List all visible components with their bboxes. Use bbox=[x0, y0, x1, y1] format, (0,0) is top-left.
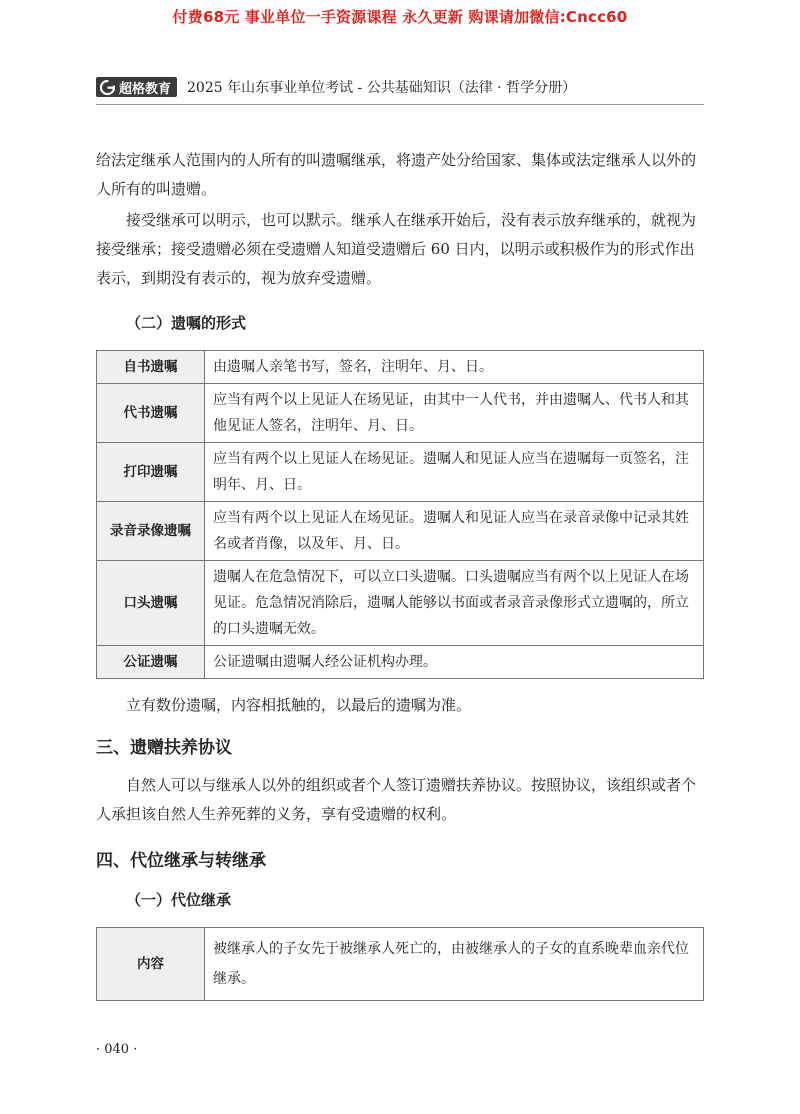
header-divider bbox=[96, 104, 704, 105]
table-row bbox=[97, 646, 704, 679]
row-value: 应当有两个以上见证人在场见证。遗嘱人和见证人应当在录音录像中记录其姓名或者肖像，以及年、月、日。 bbox=[205, 502, 704, 561]
row-key: 口头遗嘱 bbox=[97, 561, 205, 646]
paragraph-will-inheritance: 给法定继承人范围内的人所有的叫遗嘱继承，将遗产处分给国家、集体或法定继承人以外的人所有的叫遗赠。 bbox=[96, 151, 697, 198]
logo-text: 超格教育 bbox=[119, 81, 172, 97]
table-row bbox=[97, 928, 704, 1001]
paragraph-acceptance: 接受继承可以明示，也可以默示。继承人在继承开始后，没有表示放弃继承的，就视为接受继承；接受遗赠必须在受遗赠人知道受遗赠后 60 日内，以明示或积极作为的形式作出表示，到期没有表示的，视为放弃受遗赠。 bbox=[96, 211, 697, 287]
row-key: 代书遗嘱 bbox=[97, 384, 205, 443]
subrogation-table bbox=[96, 927, 704, 1001]
brand-logo bbox=[96, 77, 177, 97]
heading-will-forms: （二）遗嘱的形式 bbox=[126, 314, 247, 332]
paragraph-multiple-wills: 立有数份遗嘱，内容相抵触的，以最后的遗嘱为准。 bbox=[126, 696, 472, 714]
row-value: 应当有两个以上见证人在场见证。遗嘱人和见证人应当在遗嘱每一页签名，注明年、月、日。 bbox=[205, 443, 704, 502]
page-header bbox=[96, 76, 704, 98]
row-value: 被继承人的子女先于被继承人死亡的，由被继承人的子女的直系晚辈血亲代位继承。 bbox=[205, 928, 704, 1001]
watermark-banner: 付费68元 事业单位一手资源课程 永久更新 购课请加微信:Cncc60 bbox=[172, 8, 628, 26]
table-row bbox=[97, 502, 704, 561]
header-title: 2025 年山东事业单位考试 - 公共基础知识（法律 · 哲学分册） bbox=[187, 80, 577, 96]
row-key: 录音录像遗嘱 bbox=[97, 502, 205, 561]
heading-section-four: 四、代位继承与转继承 bbox=[96, 851, 266, 871]
table-row bbox=[97, 561, 704, 646]
row-value: 公证遗嘱由遗嘱人经公证机构办理。 bbox=[205, 646, 704, 679]
row-value: 由遗嘱人亲笔书写，签名，注明年、月、日。 bbox=[205, 351, 704, 384]
logo-g-icon bbox=[100, 80, 115, 95]
row-value: 应当有两个以上见证人在场见证，由其中一人代书，并由遗嘱人、代书人和其他见证人签名，注明年、月、日。 bbox=[205, 384, 704, 443]
page-number: · 040 · bbox=[96, 1042, 138, 1057]
table-row bbox=[97, 443, 704, 502]
will-forms-table bbox=[96, 350, 704, 679]
row-value: 遗嘱人在危急情况下，可以立口头遗嘱。口头遗嘱应当有两个以上见证人在场见证。危急情况消除后，遗嘱人能够以书面或者录音录像形式立遗嘱的，所立的口头遗嘱无效。 bbox=[205, 561, 704, 646]
row-key: 公证遗嘱 bbox=[97, 646, 205, 679]
row-key: 自书遗嘱 bbox=[97, 351, 205, 384]
paragraph-support-agreement: 自然人可以与继承人以外的组织或者个人签订遗赠扶养协议。按照协议，该组织或者个人承担该自然人生养死葬的义务，享有受遗赠的权利。 bbox=[96, 776, 697, 823]
table-row bbox=[97, 384, 704, 443]
row-key: 内容 bbox=[97, 928, 205, 1001]
row-key: 打印遗嘱 bbox=[97, 443, 205, 502]
page-content bbox=[96, 146, 706, 1001]
heading-subrogation: （一）代位继承 bbox=[126, 891, 232, 909]
table-row bbox=[97, 351, 704, 384]
heading-section-three: 三、遗赠扶养协议 bbox=[96, 738, 232, 758]
